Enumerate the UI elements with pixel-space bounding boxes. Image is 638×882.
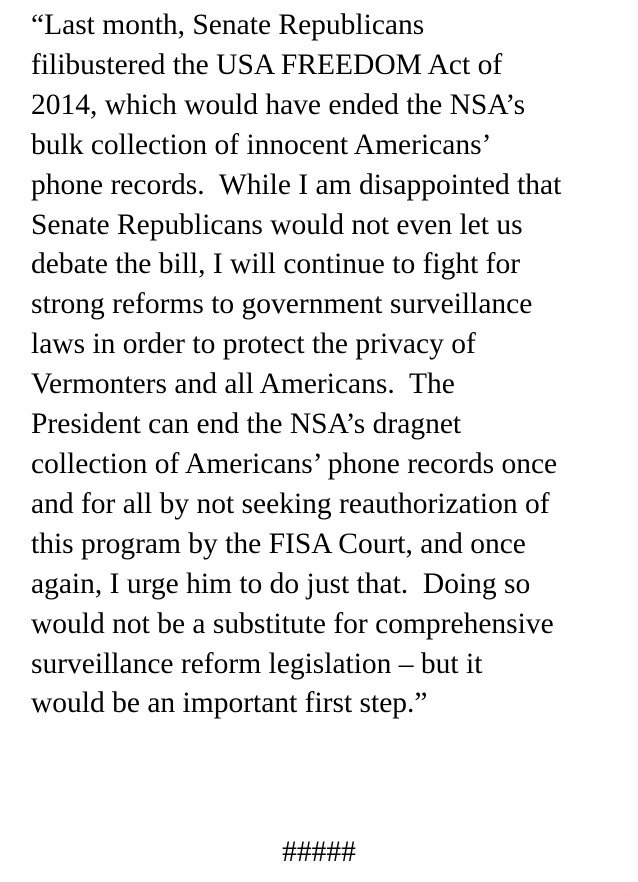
quote-line: collection of Americans’ phone records once (31, 447, 558, 480)
quote-line: phone records. While I am disappointed that (31, 168, 562, 201)
quote-line: filibustered the USA FREEDOM Act of (31, 48, 503, 81)
quote-line: debate the bill, I will continue to fight for (31, 248, 521, 281)
quote-line: would not be a substitute for comprehensive (31, 607, 554, 640)
quote-line: bulk collection of innocent Americans’ (31, 128, 492, 161)
quote-line: laws in order to protect the privacy of (31, 328, 476, 361)
quote-line: 2014, which would have ended the NSA’s (31, 88, 526, 121)
quote-line: again, I urge him to do just that. Doing so (31, 567, 531, 600)
end-of-release-mark: ##### (282, 836, 356, 868)
quote-line: this program by the FISA Court, and once (31, 527, 526, 560)
quote-line: surveillance reform legislation – but it (31, 647, 483, 680)
quote-line: strong reforms to government surveillance (31, 288, 533, 321)
statement-quote (31, 6, 631, 724)
quote-line: President can end the NSA’s dragnet (31, 408, 462, 441)
quote-line: and for all by not seeking reauthorization of (31, 487, 550, 520)
quote-line: “Last month, Senate Republicans (31, 9, 425, 41)
quote-line: Vermonters and all Americans. The (31, 368, 455, 401)
quote-line: Senate Republicans would not even let us (31, 208, 523, 241)
quote-line: would be an important first step.” (31, 687, 428, 720)
